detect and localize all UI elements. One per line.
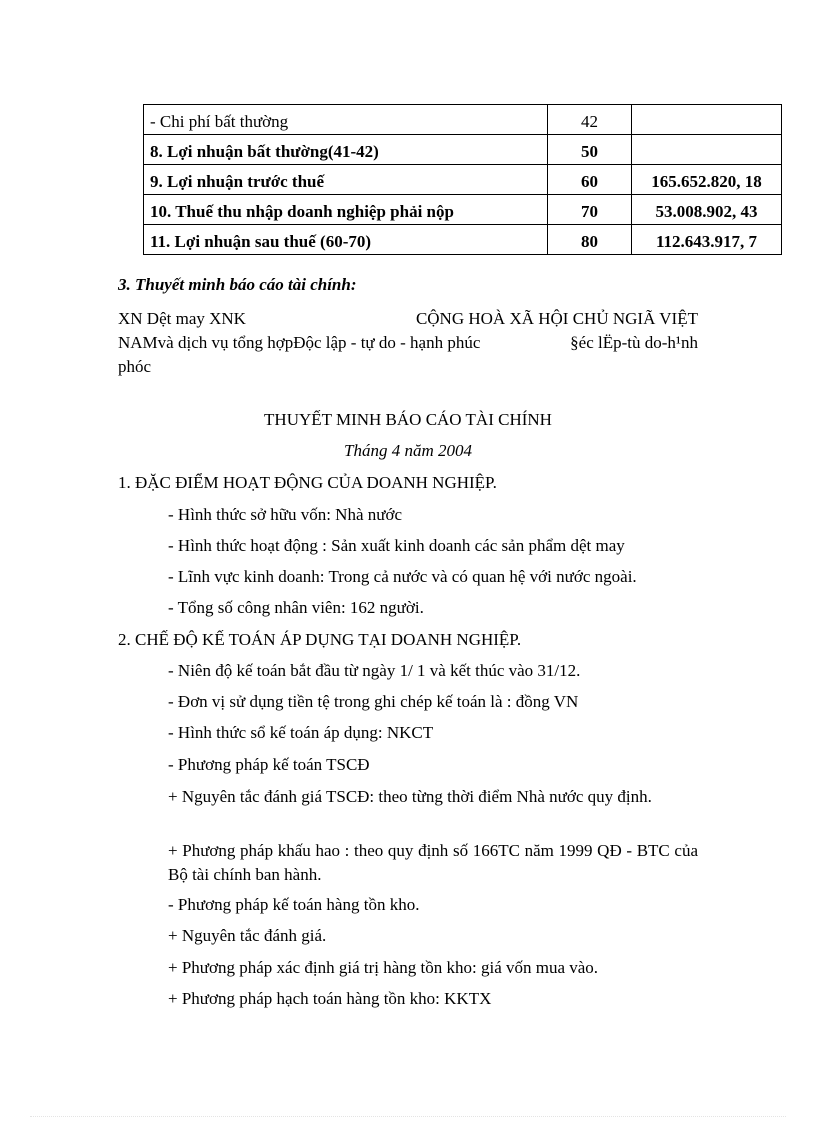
row-label: - Chi phí bất thường bbox=[144, 105, 548, 135]
document-date: Tháng 4 năm 2004 bbox=[344, 441, 472, 460]
row-value bbox=[632, 105, 782, 135]
list-item: - Hình thức sở hữu vốn: Nhà nước bbox=[168, 505, 403, 524]
row-code: 42 bbox=[548, 105, 632, 135]
row-value: 165.652.820, 18 bbox=[632, 165, 782, 195]
row-value: 112.643.917, 7 bbox=[632, 225, 782, 255]
header-line3: phóc bbox=[118, 357, 152, 376]
table-row bbox=[144, 195, 782, 225]
paragraph bbox=[118, 785, 698, 809]
row-code: 60 bbox=[548, 165, 632, 195]
table-row bbox=[144, 225, 782, 255]
header-line2: NAMvà dịch vụ tổng hợpĐộc lập - tự do - hạnh phúc bbox=[118, 333, 481, 352]
row-code: 70 bbox=[548, 195, 632, 225]
section1-heading: 1. ĐẶC ĐIỂM HOẠT ĐỘNG CỦA DOANH NGHIỆP. bbox=[118, 473, 497, 492]
document-header bbox=[118, 307, 698, 379]
income-statement-table bbox=[143, 104, 782, 255]
document-title: THUYẾT MINH BÁO CÁO TÀI CHÍNH bbox=[264, 410, 552, 429]
table-row bbox=[144, 165, 782, 195]
list-item: - Lĩnh vực kinh doanh: Trong cả nước và có quan hệ với nước ngoài. bbox=[168, 567, 637, 586]
paragraph-text: + Nguyên tắc đánh giá TSCĐ: theo từng thời điểm Nhà nước quy định. bbox=[168, 787, 652, 806]
section3-heading: 3. Thuyết minh báo cáo tài chính: bbox=[118, 275, 357, 294]
table-row bbox=[144, 135, 782, 165]
list-item: - Hình thức hoạt động : Sản xuất kinh doanh các sản phẩm dệt may bbox=[168, 536, 625, 555]
paragraph bbox=[118, 839, 698, 887]
company-name: XN Dệt may XNK bbox=[118, 309, 246, 328]
list-item: + Phương pháp hạch toán hàng tồn kho: KKTX bbox=[168, 989, 492, 1008]
row-label: 9. Lợi nhuận trước thuế bbox=[144, 165, 548, 195]
row-label: 10. Thuế thu nhập doanh nghiệp phải nộp bbox=[144, 195, 548, 225]
list-item: - Đơn vị sử dụng tiền tệ trong ghi chép kế toán là : đồng VN bbox=[168, 692, 579, 711]
row-code: 80 bbox=[548, 225, 632, 255]
row-value bbox=[632, 135, 782, 165]
list-item: + Nguyên tắc đánh giá. bbox=[168, 926, 327, 945]
table-row bbox=[144, 105, 782, 135]
list-item: - Phương pháp kế toán hàng tồn kho. bbox=[168, 895, 420, 914]
row-label: 8. Lợi nhuận bất thường(41-42) bbox=[144, 135, 548, 165]
list-item: - Niên độ kế toán bắt đầu từ ngày 1/ 1 và kết thúc vào 31/12. bbox=[168, 661, 581, 680]
list-item: + Phương pháp xác định giá trị hàng tồn kho: giá vốn mua vào. bbox=[168, 958, 599, 977]
row-value: 53.008.902, 43 bbox=[632, 195, 782, 225]
row-code: 50 bbox=[548, 135, 632, 165]
list-item: - Tổng số công nhân viên: 162 người. bbox=[168, 598, 424, 617]
page-divider bbox=[30, 1116, 786, 1117]
list-item: - Hình thức sổ kế toán áp dụng: NKCT bbox=[168, 723, 434, 742]
row-label: 11. Lợi nhuận sau thuế (60-70) bbox=[144, 225, 548, 255]
header-line2-garbled: §éc lËp-tù do-h¹nh bbox=[570, 333, 698, 352]
paragraph-text: + Phương pháp khấu hao : theo quy định số 166TC năm 1999 QĐ - BTC của Bộ tài chính ban hành. bbox=[168, 841, 698, 884]
national-motto: CỘNG HOÀ XÃ HỘI CHỦ NGIÃ VIỆT bbox=[415, 309, 698, 328]
list-item: - Phương pháp kế toán TSCĐ bbox=[168, 755, 370, 774]
section2-heading: 2. CHẾ ĐỘ KẾ TOÁN ÁP DỤNG TẠI DOANH NGHIỆP. bbox=[118, 630, 522, 649]
